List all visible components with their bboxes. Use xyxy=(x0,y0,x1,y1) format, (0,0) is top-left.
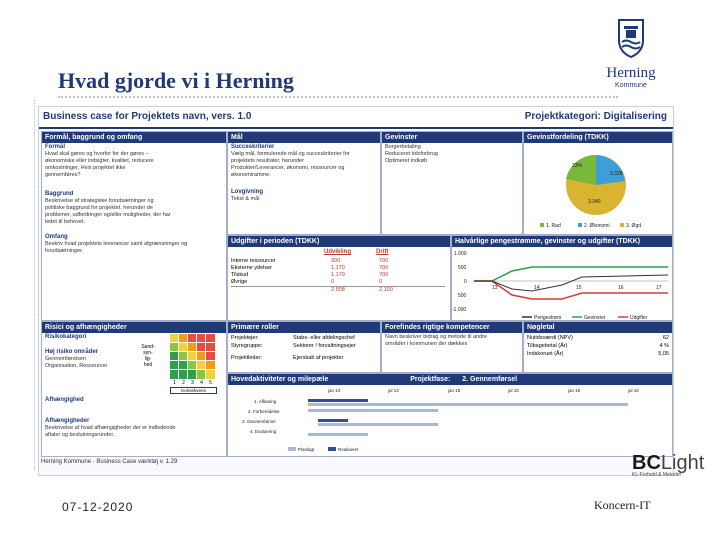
cashflow-line-chart xyxy=(452,247,672,321)
risk-cell xyxy=(206,352,215,361)
logo-sub: Kommune xyxy=(615,82,647,89)
panel-maal xyxy=(227,131,381,235)
formaal-label: Formål xyxy=(45,144,66,150)
project-category: Projektkategori: Digitalisering xyxy=(524,111,667,122)
risk-cell xyxy=(170,361,179,370)
risk-cell xyxy=(179,370,188,379)
lovgivning-text: Tekst & mål xyxy=(231,196,260,202)
panel-maal-header: Mål xyxy=(228,132,380,143)
bclight-light: Light xyxy=(660,452,705,474)
risk-matrix-cols xyxy=(170,380,215,386)
row-label: Eksterne ydelser xyxy=(231,265,272,271)
risk-cell xyxy=(188,370,197,379)
y-tick: 0 xyxy=(464,279,467,285)
pie-legend-3: 3. Øgd xyxy=(626,223,642,229)
aktiviteter-title: Hovedaktiviteter og milepæle xyxy=(231,376,329,383)
row-label: Tilskud xyxy=(231,272,249,278)
risk-area-block xyxy=(42,348,138,371)
gantt-bar-realised xyxy=(318,419,348,422)
maal-label: Succeskriterier xyxy=(231,144,275,150)
risk-cell xyxy=(188,352,197,361)
kpi-label: Nutidsværdi (NPV) xyxy=(527,335,573,341)
role-value: Ejerskab af projekter xyxy=(293,355,344,361)
sandsynlighed-label: Sand- syn- lig- hed xyxy=(141,344,155,368)
panel-halvaar-header: Halvårlige pengestrømme, gevinster og udgifter (TDKK) xyxy=(452,236,672,247)
risk-cell xyxy=(170,343,179,352)
legend-swatch-realised xyxy=(328,447,336,451)
risk-cell xyxy=(170,334,179,343)
risk-cell xyxy=(170,370,179,379)
gantt-date: jul 16 xyxy=(628,388,639,393)
row-label: Interne ressourcer xyxy=(231,258,276,264)
risk-cell xyxy=(179,361,188,370)
row-label: Øvrige xyxy=(231,279,248,285)
gantt-date: jan 15 xyxy=(448,388,461,393)
risk-cell xyxy=(188,361,197,370)
row-v2: 700 xyxy=(379,258,389,264)
series-udgifter xyxy=(474,281,668,299)
hoej-risiko-label: Høj risiko områder xyxy=(45,349,99,355)
document-header xyxy=(39,107,673,129)
kpi-value: 4 % xyxy=(659,343,669,349)
list-item xyxy=(527,342,669,350)
y-tick: 500 xyxy=(458,293,467,299)
risk-cell xyxy=(197,370,206,379)
bclight-sub: KL-Forhold & Metoder xyxy=(632,472,682,478)
col-label: 3 xyxy=(191,380,194,386)
risk-cell xyxy=(188,334,197,343)
slide-department: Koncern-IT xyxy=(594,498,651,512)
gantt-chart xyxy=(228,385,672,457)
row-v2: 2.100 xyxy=(379,287,393,293)
maal-text: Vælg mål, formulerede mål og succeskriterier for projektets resultater, herunder Produkter/Leverancer, økonomi, ressourcer og økonomiramme. xyxy=(231,151,350,178)
role-label: Styregruppe: xyxy=(231,343,263,349)
panel-aktiviteter xyxy=(227,373,673,457)
business-case-document xyxy=(38,106,674,476)
omfang-text: Beskriv hvad projektets leverancer samt afgrænsninger og forudsætninger. xyxy=(45,241,188,254)
legend-udgifter: Udgifter xyxy=(630,315,648,321)
baggrund-text: Beskrivelse af strategiske forudsætninger og politiske baggrund for projektet, herunder de problemer, udfordringer og/eller muligheder, der har ledet til behovet. xyxy=(45,198,171,225)
udgifter-col-udvikling: Udvikling xyxy=(324,249,352,255)
pie-label-3: 3.340 xyxy=(588,199,601,205)
gantt-task: 3. Gennemførsel xyxy=(242,419,276,424)
gantt-bar-planned xyxy=(308,403,628,406)
legend-gevinster: Gevinster xyxy=(584,315,606,321)
row-v2: 0 xyxy=(379,279,383,285)
gantt-task: 2. Forberedelse xyxy=(248,409,280,414)
gevinst-pie-chart xyxy=(524,143,672,233)
row-v1: 2.508 xyxy=(331,287,345,293)
gantt-task: 4. Evaluering xyxy=(250,429,277,434)
gevinster-text: Borgerbetaling Reduceret tidsforbrug Optimeret indkøb xyxy=(385,144,438,164)
panel-formaal-header: Formål, baggrund og omfang xyxy=(42,132,226,143)
table-row xyxy=(231,265,445,272)
panel-roller xyxy=(227,321,381,373)
y-tick: 1.000 xyxy=(454,251,467,257)
table-row-total xyxy=(231,286,445,294)
gantt-task: 1. Afklaring xyxy=(254,399,277,404)
panel-aktiviteter-header xyxy=(228,374,672,385)
risk-matrix xyxy=(170,334,215,379)
x-tick: 17 xyxy=(656,285,662,291)
roller-list xyxy=(228,333,380,363)
gantt-date: jan 16 xyxy=(568,388,581,393)
col-label: 5 xyxy=(209,380,212,386)
gantt-bar-planned xyxy=(318,423,438,426)
gantt-bar-planned xyxy=(308,433,368,436)
role-value: Stabs- eller afdelingschef xyxy=(293,335,355,341)
risk-cell xyxy=(206,370,215,379)
row-v2: 700 xyxy=(379,272,389,278)
kpi-value: 5,05 xyxy=(658,351,669,357)
legend-swatch-3 xyxy=(620,223,624,227)
afhaengigheder-text: Beskrivelse af hvad afhængigheder der er indledende aftaler og beslutningsrunder. xyxy=(45,425,176,438)
row-v1: 200 xyxy=(331,258,341,264)
pie-legend-2: 2. Økonomi xyxy=(584,223,610,229)
panel-kompetencer-header: Forefindes rigtige kompetencer xyxy=(382,322,522,333)
x-tick: 15 xyxy=(576,285,582,291)
role-label: Projektejer: xyxy=(231,335,259,341)
role-label: Projektleder: xyxy=(231,355,262,361)
title-divider xyxy=(58,96,618,98)
x-tick: 14 xyxy=(534,285,540,291)
pie-label-2: 3.328 xyxy=(610,171,623,177)
risk-cell xyxy=(179,334,188,343)
col-label: 1 xyxy=(173,380,176,386)
slide-title: Hvad gjorde vi i Herning xyxy=(58,68,294,93)
panel-risici-header: Risici og afhængigheder xyxy=(42,322,226,333)
afhaengighed-label: Afhængighed xyxy=(45,397,84,403)
udgifter-col-drift: Drift xyxy=(376,249,389,255)
legend-swatch-2 xyxy=(578,223,582,227)
gantt-legend-planned: Planlagt xyxy=(298,447,315,452)
gantt-bar-planned xyxy=(308,409,438,412)
table-row xyxy=(231,258,445,265)
table-row xyxy=(231,279,445,286)
bclight-logo xyxy=(632,452,704,478)
kpi-label: Indskoruet (År) xyxy=(527,351,564,357)
legend-pengestroem: Pengestrøm xyxy=(534,315,562,321)
gantt-date: jul 15 xyxy=(508,388,519,393)
table-row xyxy=(231,272,445,279)
risk-cell xyxy=(179,352,188,361)
hoej-risiko-text: Gennemførelsen Organisation, Ressourcer xyxy=(45,356,108,369)
panel-kompetencer xyxy=(381,321,523,373)
risk-cell xyxy=(197,361,206,370)
panel-gevinster xyxy=(381,131,523,235)
gantt-date: jan 14 xyxy=(328,388,341,393)
risk-cell xyxy=(179,343,188,352)
risk-cell xyxy=(188,343,197,352)
afhaengigheder-label: Afhængigheder xyxy=(45,418,90,424)
herning-logo xyxy=(600,18,662,89)
panel-gevinstfordeling-header: Gevinstfordeling (TDKK) xyxy=(524,132,672,143)
y-tick: 500 xyxy=(458,265,467,271)
list-item xyxy=(527,334,669,342)
panel-gevinstfordeling xyxy=(523,131,673,235)
kpi-value: 62 xyxy=(662,335,669,341)
risikokategori-label: Risikokategori xyxy=(45,334,87,340)
row-v2: 700 xyxy=(379,265,389,271)
panel-halvaar xyxy=(451,235,673,321)
lovgivning-label: Lovgivning xyxy=(231,189,263,195)
projektfase-label: Projektfase: xyxy=(410,376,451,383)
panel-risici xyxy=(41,321,227,457)
gantt-date: jul 14 xyxy=(388,388,399,393)
panel-roller-header: Primære roller xyxy=(228,322,380,333)
panel-udgifter-header: Udgifter i perioden (TDKK) xyxy=(228,236,450,247)
gantt-bar-realised xyxy=(308,399,368,402)
list-item xyxy=(231,334,377,342)
row-v1: 0 xyxy=(331,279,335,285)
panel-noegletal xyxy=(523,321,673,373)
row-v1: 1.170 xyxy=(331,272,345,278)
x-tick: 13 xyxy=(492,285,498,291)
list-item xyxy=(527,350,669,358)
gantt-legend-realised: Realiseret xyxy=(338,447,359,452)
legend-swatch-planned xyxy=(288,447,296,451)
risk-cell xyxy=(197,334,206,343)
risk-cell xyxy=(197,343,206,352)
risk-cell xyxy=(206,361,215,370)
bclight-bc: BC xyxy=(632,452,661,474)
baggrund-label: Baggrund xyxy=(45,191,74,197)
document-footer: Herning Kommune · Business Case værktøj v. 1.29 xyxy=(41,459,178,465)
list-item xyxy=(231,354,377,362)
left-divider xyxy=(34,100,35,470)
role-value: Sektorer / forvaltningsejer xyxy=(293,343,356,349)
panel-gevinster-header: Gevinster xyxy=(382,132,522,143)
pie-slice-blue xyxy=(596,155,625,185)
risk-cell xyxy=(206,334,215,343)
kpi-label: Tilbagebetal (År) xyxy=(527,343,568,349)
noegletal-list xyxy=(524,333,672,359)
panel-noegletal-header: Nøgletal xyxy=(524,322,672,333)
document-title: Business case for Projektets navn, vers. 1.0 xyxy=(43,111,252,122)
slide-date: 07-12-2020 xyxy=(62,500,134,514)
y-tick: -1.000 xyxy=(452,307,467,313)
formaal-text: Hvad skal gøres og hvorfor for der gøres – økonomiske eller indsigter, kvalitet, reducere omkostninger, Hvis projektet ikke gennemføres? xyxy=(45,151,154,178)
col-label: 4 xyxy=(200,380,203,386)
panel-formaal xyxy=(41,131,227,321)
herning-crest-icon xyxy=(616,18,646,58)
x-tick: 16 xyxy=(618,285,624,291)
logo-name: Herning xyxy=(606,65,656,81)
pie-legend-1: 1. Rad xyxy=(546,223,561,229)
pie-label-1: 23% xyxy=(572,163,583,169)
udgifter-table xyxy=(228,247,450,319)
konsekvens-label: Konsekvens xyxy=(170,387,217,394)
projektfase-value: 2. Gennemførsel xyxy=(462,376,518,383)
row-v1: 1.170 xyxy=(331,265,345,271)
risk-cell xyxy=(206,343,215,352)
panel-udgifter xyxy=(227,235,451,321)
udgifter-rows xyxy=(231,258,445,294)
series-gevinster xyxy=(474,267,668,281)
afhaengighed-block xyxy=(42,396,222,440)
col-label: 2 xyxy=(182,380,185,386)
omfang-label: Omfang xyxy=(45,234,68,240)
kompetencer-text: Navn beskriver bidrag og metode til andre områder i kommunen der dækkes xyxy=(385,334,488,347)
list-item xyxy=(231,342,377,350)
legend-swatch-1 xyxy=(540,223,544,227)
risk-cell xyxy=(197,352,206,361)
risk-cell xyxy=(170,352,179,361)
